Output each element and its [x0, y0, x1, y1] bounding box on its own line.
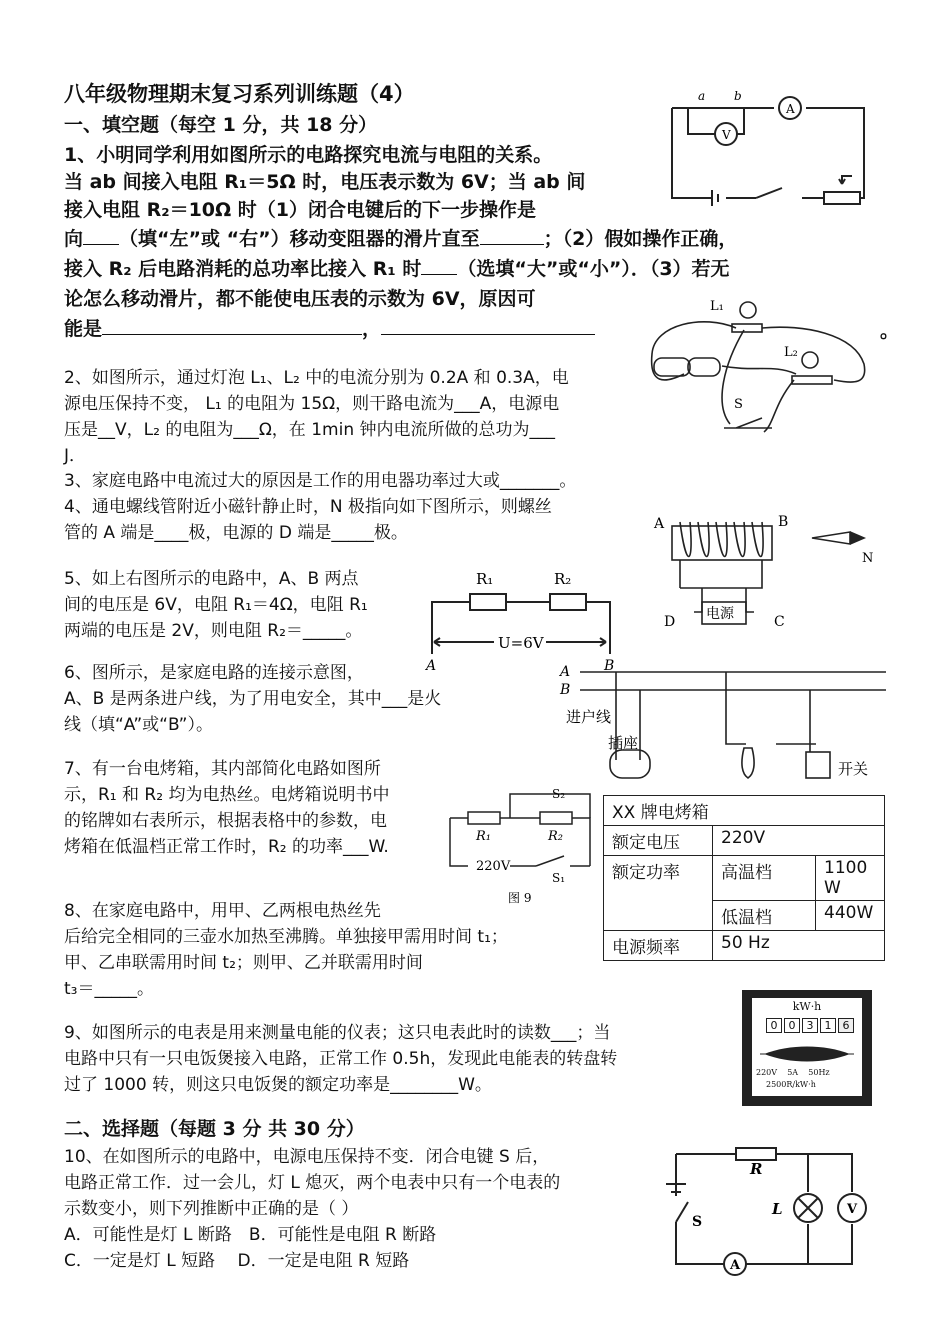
- q4-B-label: B: [778, 514, 789, 530]
- section2-heading: 二、选择题（每题 3 分 共 30 分）: [64, 1118, 365, 1140]
- q4-A-label: A: [654, 516, 665, 532]
- rated-voltage-label: 额定电压: [604, 826, 713, 856]
- q7-line2: 示，R₁ 和 R₂ 均为电热丝。电烤箱说明书中: [64, 785, 390, 805]
- meter-disc: [760, 1044, 854, 1064]
- q10-circuit-figure: [662, 1140, 876, 1276]
- meter-digit: 0: [784, 1018, 800, 1033]
- q6-A-label: A: [560, 664, 571, 680]
- q6-line1: 6、图所示，是家庭电路的连接示意图，: [64, 663, 364, 683]
- q1-line6: 论怎么移动滑片，都不能使电压表的示数为 6V，原因可: [64, 288, 536, 310]
- q6-line2: A、B 是两条进户线，为了用电安全，其中___是火: [64, 689, 442, 709]
- table-row: [604, 796, 885, 826]
- q2-L2-label: L₂: [784, 345, 798, 360]
- q1-blank-direction[interactable]: [83, 226, 119, 245]
- meter-face: [752, 998, 862, 1096]
- q5-A-label: A: [426, 658, 437, 672]
- high-gear-value: 1100 W: [816, 856, 885, 901]
- q10-line2: 电路正常工作．过一会儿，灯 L 熄灭，两个电表中只有一个电表的: [64, 1173, 561, 1193]
- q7-R1-label: R₁: [476, 829, 491, 844]
- q6-B-label: B: [560, 682, 571, 698]
- q4-line1: 4、通电螺线管附近小磁针静止时，N 极指向如下图所示，则螺丝: [64, 497, 552, 517]
- q7-line4: 烤箱在低温档正常工作时，R₂ 的功率___W.: [64, 837, 389, 857]
- low-gear-label: 低温档: [713, 901, 816, 931]
- low-gear-value: 440W: [816, 901, 885, 931]
- q10-L-label: L: [772, 1200, 783, 1218]
- q5-line2: 间的电压是 6V，电阻 R₁＝4Ω，电阻 R₁: [64, 595, 368, 615]
- q10-voltmeter-label: V: [847, 1202, 858, 1217]
- q1-ammeter-label: A: [786, 102, 795, 116]
- q10-ammeter-label: A: [730, 1258, 741, 1273]
- q5-R2-label: R₂: [554, 570, 572, 588]
- q9-line1: 9、如图所示的电表是用来测量电能的仪表；这只电表此时的读数___；当: [64, 1023, 611, 1043]
- q5-U-label: U=6V: [498, 634, 544, 652]
- q7-voltage-label: 220V: [476, 859, 511, 874]
- q1-line5: [64, 254, 730, 285]
- q9-line2: 电路中只有一只电饭煲接入电路，正常工作 0.5h，发现此电能表的转盘转: [64, 1049, 618, 1069]
- q2-line2: 源电压保持不变， L₁ 的电阻为 15Ω，则干路电流为___A，电源电: [64, 394, 560, 414]
- q6-household-circuit-figure: [556, 656, 886, 790]
- q5-B-label: B: [604, 658, 615, 672]
- oven-name-cell: XX 牌电烤箱: [604, 796, 885, 826]
- q8-line3: 甲、乙串联需用时间 t₂；则甲、乙并联需用时间: [64, 953, 423, 973]
- q9-line3: 过了 1000 转，则这只电饭煲的额定功率是________W。: [64, 1075, 492, 1095]
- q1-line1: 1、小明同学利用如图所示的电路探究电流与电阻的关系。: [64, 144, 553, 166]
- q1-point-a: a: [698, 89, 706, 103]
- meter-digit: 6: [838, 1018, 854, 1033]
- q1-line2: 当 ab 间接入电阻 R₁＝5Ω 时，电压表示数为 6V；当 ab 间: [64, 171, 586, 193]
- q6-socket-label: 插座: [608, 734, 639, 752]
- q8-line1: 8、在家庭电路中，用甲、乙两根电热丝先: [64, 901, 381, 921]
- q4-D-label: D: [664, 614, 676, 630]
- q2-S-label: S: [734, 397, 743, 412]
- q1-blank-reason2[interactable]: [381, 316, 595, 335]
- q7-R2-label: R₂: [548, 829, 563, 844]
- q8-line2: 后给完全相同的三壶水加热至沸腾。单独接甲需用时间 t₁；: [64, 927, 508, 947]
- q6-line3: 线（填“A”或“B”）。: [64, 715, 213, 735]
- q1-line5a: 接入 R₂ 后电路消耗的总功率比接入 R₁ 时: [64, 258, 422, 280]
- q2-line1: 2、如图所示，通过灯泡 L₁、L₂ 中的电流分别为 0.2A 和 0.3A，电: [64, 368, 569, 388]
- q10-line1: 10、在如图所示的电路中，电源电压保持不变．闭合电键 S 后，: [64, 1147, 550, 1167]
- meter-rating: 220V 5A 50Hz: [756, 1068, 830, 1077]
- q1-circuit-figure: [664, 88, 876, 216]
- q2-L1-label: L₁: [710, 299, 724, 314]
- q1-line7: [64, 314, 595, 345]
- frequency-label: 电源频率: [604, 931, 713, 961]
- table-row: [604, 931, 885, 961]
- q5-line3: 两端的电压是 2V，则电阻 R₂＝_____。: [64, 621, 363, 641]
- table-row: [604, 826, 885, 856]
- meter-digit: 3: [802, 1018, 818, 1033]
- q1-end-mark: 。: [880, 320, 900, 342]
- q8-line4: t₃＝_____。: [64, 979, 154, 999]
- q7-oven-circuit-figure: [440, 782, 600, 906]
- q1-line3: 接入电阻 R₂＝10Ω 时（1）闭合电键后的下一步操作是: [64, 199, 536, 221]
- page-title: 八年级物理期末复习系列训练题（4）: [64, 82, 415, 106]
- q1-line4: [64, 224, 737, 255]
- q2-line4: J．: [64, 446, 87, 466]
- q1-line4a: 向: [64, 228, 84, 250]
- q1-blank-power[interactable]: [421, 256, 457, 275]
- q5-R1-label: R₁: [476, 570, 494, 588]
- q7-line3: 的铭牌如右表所示，根据表格中的参数，电: [64, 811, 387, 831]
- q10-R-label: R: [750, 1160, 763, 1178]
- frequency-value: 50 Hz: [713, 931, 885, 961]
- q2-circuit-figure: [644, 294, 874, 442]
- q3-line: 3、家庭电路中电流过大的原因是工作的用电器功率过大或_______。: [64, 471, 577, 491]
- rated-voltage-value: 220V: [713, 826, 885, 856]
- q5-line1: 5、如上右图所示的电路中，A、B 两点: [64, 569, 359, 589]
- q7-line1: 7、有一台电烤箱，其内部简化电路如图所: [64, 759, 381, 779]
- q1-line4b: （填“左”或 “右”）移动变阻器的滑片直至: [119, 228, 480, 250]
- meter-unit: kW·h: [792, 1000, 822, 1013]
- section1-heading: 一、填空题（每空 1 分，共 18 分）: [64, 114, 378, 136]
- q1-line4c: ；（2）假如操作正确，: [543, 228, 738, 250]
- q4-N-label: N: [862, 551, 874, 566]
- q7-S2-label: S₂: [552, 787, 566, 801]
- energy-meter-figure: [742, 990, 872, 1106]
- q6-in-label: 进户线: [566, 708, 612, 726]
- q1-point-b: b: [734, 89, 742, 103]
- meter-digit: 0: [766, 1018, 782, 1033]
- q1-line7a: 能是: [64, 318, 103, 340]
- q10-line3: 示数变小，则下列推断中正确的是（ ）: [64, 1199, 359, 1219]
- meter-digits: [766, 1018, 854, 1033]
- q10-options-cd[interactable]: C．一定是灯 L 短路 D．一定是电阻 R 短路: [64, 1251, 410, 1271]
- q1-voltmeter-label: V: [722, 128, 731, 142]
- q1-line7b: ，: [362, 318, 382, 340]
- q2-line3: 压是__V，L₂ 的电阻为___Ω，在 1min 钟内电流所做的总功为___: [64, 420, 555, 440]
- q7-fig-label: 图 9: [508, 891, 532, 905]
- q7-S1-label: S₁: [552, 871, 566, 885]
- q4-solenoid-figure: [650, 508, 886, 638]
- q1-blank-until[interactable]: [480, 226, 544, 245]
- oven-spec-table: [603, 795, 885, 961]
- high-gear-label: 高温档: [713, 856, 816, 901]
- q4-line2: 管的 A 端是____极，电源的 D 端是_____极。: [64, 523, 408, 543]
- q1-line5b: （选填“大”或“小”）．（3）若无: [457, 258, 730, 280]
- rated-power-label: 额定功率: [604, 856, 713, 931]
- q4-C-label: C: [774, 614, 785, 630]
- q1-blank-reason1[interactable]: [102, 316, 362, 335]
- q10-S-label: S: [692, 1214, 703, 1230]
- q4-source-label: 电源: [706, 606, 734, 622]
- meter-revolutions: 2500R/kW·h: [766, 1080, 816, 1089]
- meter-digit: 1: [820, 1018, 836, 1033]
- q10-options-ab[interactable]: A．可能性是灯 L 断路 B．可能性是电阻 R 断路: [64, 1225, 437, 1245]
- table-row: [604, 856, 885, 901]
- q6-switch-label: 开关: [838, 760, 869, 778]
